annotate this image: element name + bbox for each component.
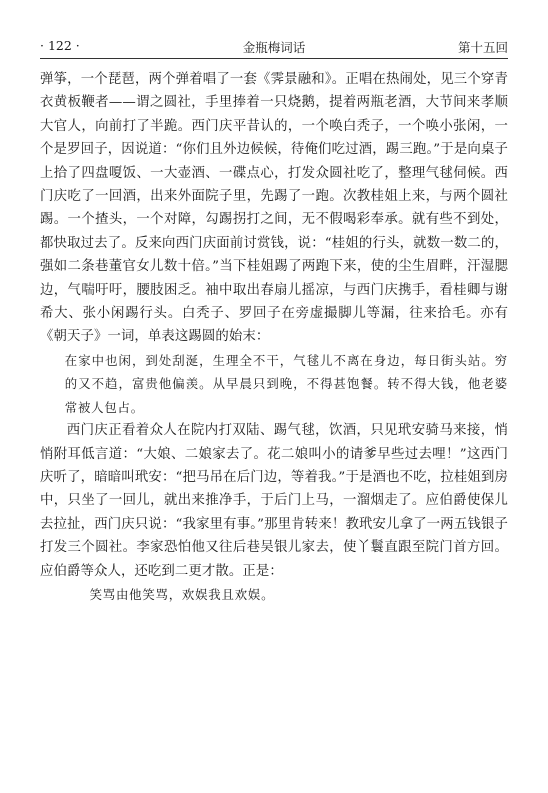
page-body [40, 68, 508, 606]
page-number: · 122 · [40, 38, 80, 53]
header-rule [40, 58, 508, 59]
paragraph-2: 西门庆正看着众人在院内打双陆、踢气毬，饮酒，只见玳安骑马来接，悄悄附耳低言道：“大娘、二娘家去了。花二娘叫小的请爹早些过去哩！”这西门庆听了，暗暗叫玳安：“把马吊在后门边，等着我。”于是酒也不吃，拉桂姐到房中，只坐了一回儿，就出来推净手，于后门上马，一溜烟走了。应伯爵使保儿去拉扯，西门庆只说：“我家里有事。”那里肯转来！教玳安儿拿了一两五钱银子打发三个圆社。李家恐怕他又往后巷吴银儿家去，使丫鬟直跟至院门首方回。应伯爵等众人，还吃到二更才散。正是： [40, 423, 508, 579]
verse-couplet: 笑骂由他笑骂，欢娱我且欢娱。 [89, 586, 275, 602]
verse-chaotianzi: 在家中也闲，到处刮涎，生理全不干，气毬儿不离在身边，每日街头站。穷的又不趋，富贵他偏羡。从早晨只到晚，不得甚饱餐。转不得大钱，他老婆常被人包占。 [64, 352, 508, 415]
chapter-title: 第十五回 [457, 40, 508, 55]
paragraph-1: 弹筝，一个琵琶，两个弹着唱了一套《霁景融和》。正唱在热闹处，见三个穿青衣黄板鞭者——谓之圆社，手里捧着一只烧鹅，提着两瓶老酒，大节间来孝顺大官人，向前打了半跪。西门庆平昔认的，一个唤白秃子，一个唤小张闲，一个是罗回子，因说道：“你们且外边候候，待俺们吃过酒，踢三跑。”于是向桌子上拾了四盘嗄饭、一大壶酒、一碟点心，打发众圆社吃了，整理气毬伺候。西门庆吃了一回酒，出来外面院子里，先踢了一跑。次教桂姐上来，与两个圆社踢。一个揸头，一个对障，勾踢拐打之间，无不假喝彩奉承。就有些不到处，都快取过去了。反来向西门庆面前讨赏钱，说：“桂姐的行头，就数一数二的，强如二条巷董官女儿数十倍。”当下桂姐踢了两跑下来，使的尘生眉畔，汗湿腮边，气喘吁吁，腰肢困乏。袖中取出春扇儿摇凉，与西门庆携手，看桂卿与谢希大、张小闲踢行头。白秃子、罗回子在旁虚撮脚儿等漏，往来拾毛。亦有《朝天子》一词，单表这踢圆的始末： [40, 72, 508, 345]
running-header [40, 38, 508, 58]
book-title: 金瓶梅词话 [242, 40, 306, 55]
